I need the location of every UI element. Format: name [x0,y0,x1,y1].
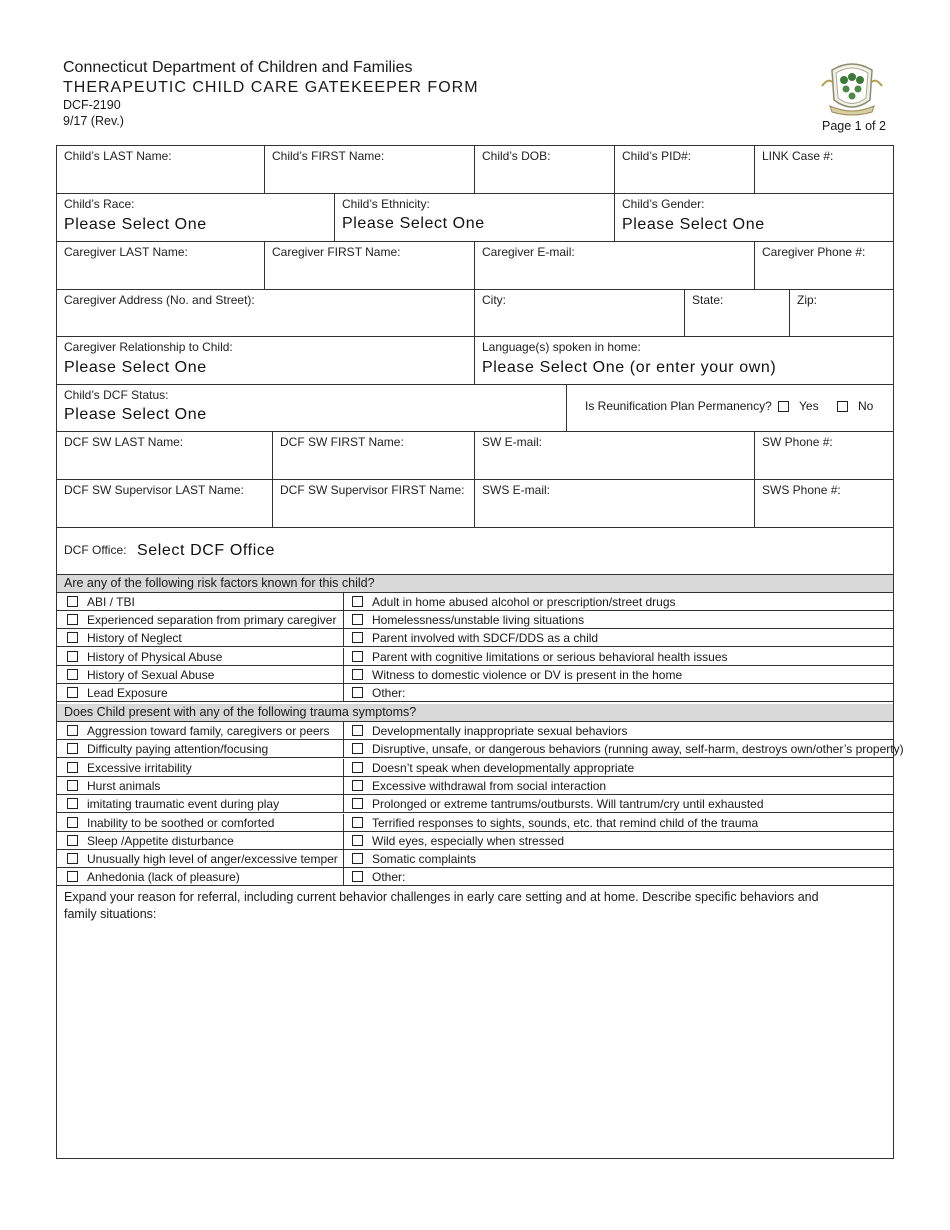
child-id-row [57,146,893,194]
caregiver-address-row [57,290,893,337]
trauma-checkbox[interactable] [67,725,78,736]
risk-factors-heading: Are any of the following risk factors known for this child? [57,575,893,593]
trauma-checkbox[interactable] [67,817,78,828]
trauma-item-label: Somatic complaints [372,852,477,867]
trauma-item-label: Prolonged or extreme tantrums/outbursts. Will tantrum/cry until exhausted [372,797,764,812]
sw-email-field[interactable]: SW E-mail: [475,432,755,479]
risk-item-label: ABI / TBI [87,595,135,609]
trauma-checklist-row [57,850,893,868]
trauma-checklist-row [57,759,893,777]
trauma-checkbox[interactable] [352,780,363,791]
risk-item[interactable] [57,684,344,701]
trauma-item-label: Aggression toward family, caregivers or peers [87,724,330,738]
sw-last-name-field[interactable]: DCF SW LAST Name: [57,432,273,479]
form-revision: 9/17 (Rev.) [63,113,124,128]
reunification-yes-checkbox[interactable] [778,401,789,412]
trauma-checklist-row [57,832,893,850]
trauma-item-label: Other: [372,870,406,885]
risk-item-label: Witness to domestic violence or DV is present in the home [372,667,683,682]
trauma-item-label: Terrified responses to sights, sounds, etc. that remind child of the trauma [372,815,759,830]
zip-field[interactable]: Zip: [797,293,818,307]
dcf-status-row [57,385,893,432]
caregiver-name-row [57,242,893,290]
trauma-checkbox[interactable] [67,743,78,754]
trauma-item-label: Difficulty paying attention/focusing [87,742,269,757]
risk-checkbox[interactable] [67,651,78,662]
caregiver-first-name-field[interactable]: Caregiver FIRST Name: [265,242,475,289]
sup-last-name-field[interactable]: DCF SW Supervisor LAST Name: [57,480,273,527]
risk-item[interactable] [344,611,893,628]
trauma-checklist-row [57,740,904,758]
trauma-item-label: Hurst animals [87,778,161,793]
agency-name: Connecticut Department of Children and Families [63,59,413,76]
risk-item-label: Homelessness/unstable living situations [372,613,585,628]
caregiver-relationship-select[interactable]: Caregiver Relationship to Child: Please Select One [57,337,475,384]
trauma-item[interactable] [344,759,893,776]
risk-item[interactable] [57,666,344,683]
trauma-checklist-row [57,814,893,832]
risk-item[interactable] [57,629,344,646]
risk-checkbox[interactable] [352,669,363,680]
trauma-checkbox[interactable] [67,853,78,864]
trauma-symptoms-heading: Does Child present with any of the following trauma symptoms? [57,704,893,722]
dcf-office-row [57,528,893,575]
form-number: DCF-2190 [63,98,121,112]
child-gender-select[interactable]: Child’s Gender: Please Select One [622,197,765,233]
child-dob-field[interactable]: Child’s DOB: [475,146,615,193]
reunification-no-checkbox[interactable] [837,401,848,412]
risk-checklist-row [57,684,893,702]
trauma-checkbox[interactable] [352,835,363,846]
sws-email-field[interactable]: SWS E-mail: [475,480,755,527]
risk-item[interactable] [344,666,893,683]
child-last-name-field[interactable]: Child’s LAST Name: [57,146,265,193]
risk-item-label: Experienced separation from primary caregiver [87,613,337,628]
trauma-item-label: Excessive withdrawal from social interaction [372,778,607,793]
trauma-item-label: Excessive irritability [87,760,192,775]
trauma-item[interactable] [57,850,344,867]
risk-checkbox[interactable] [352,614,363,625]
sup-first-name-field[interactable]: DCF SW Supervisor FIRST Name: [273,480,475,527]
caregiver-last-name-field[interactable]: Caregiver LAST Name: [57,242,265,289]
risk-item-label: Lead Exposure [87,686,168,700]
risk-checkbox[interactable] [67,669,78,680]
caregiver-address-field[interactable]: Caregiver Address (No. and Street): [57,290,475,336]
trauma-checkbox[interactable] [352,743,363,754]
sws-phone-field[interactable]: SWS Phone #: [762,483,841,497]
trauma-checklist-row [57,722,893,740]
risk-checkbox[interactable] [352,687,363,698]
trauma-item-label: Doesn’t speak when developmentally appropriate [372,760,635,775]
trauma-item[interactable] [344,722,893,739]
trauma-checkbox[interactable] [352,817,363,828]
risk-item-label: Other: [372,686,406,700]
trauma-item-label: Sleep /Appetite disturbance [87,833,234,848]
trauma-checkbox[interactable] [352,853,363,864]
language-select[interactable]: Language(s) spoken in home: Please Select One (or enter your own) [482,340,777,376]
risk-item[interactable] [344,684,893,701]
risk-item-label: Adult in home abused alcohol or prescription/street drugs [372,595,676,609]
trauma-item-label: Developmentally inappropriate sexual behaviors [372,724,628,738]
trauma-item[interactable] [344,850,893,867]
trauma-item-label: Wild eyes, especially when stressed [372,833,565,848]
referral-prompt: Expand your reason for referral, including current behavior challenges in early care setting and at home. Describe specific behaviors and family situations: [64,890,819,921]
risk-checkbox[interactable] [67,632,78,643]
trauma-item[interactable] [57,832,344,849]
dcf-office-select[interactable]: DCF Office: Select DCF Office [64,542,275,559]
risk-item-label: Parent involved with SDCF/DDS as a child [372,631,599,646]
trauma-checklist-row [57,795,893,813]
trauma-item[interactable] [57,759,344,776]
child-pid-field[interactable]: Child’s PID#: [615,146,755,193]
trauma-checklist-row [57,777,893,795]
page-number: Page 1 of 2 [822,119,886,133]
reunification-yes-label: Yes [799,399,819,413]
form-header [63,58,479,129]
risk-checkbox[interactable] [352,632,363,643]
risk-checkbox[interactable] [352,596,363,607]
trauma-item[interactable] [344,832,893,849]
trauma-checkbox[interactable] [67,780,78,791]
dcf-status-select[interactable]: Child’s DCF Status: Please Select One [57,385,567,431]
risk-item-label: History of Physical Abuse [87,649,223,664]
trauma-item[interactable] [344,777,893,794]
city-field[interactable]: City: [475,290,685,336]
risk-checkbox[interactable] [67,596,78,607]
risk-checkbox[interactable] [67,614,78,625]
risk-item[interactable] [57,593,344,610]
trauma-checkbox[interactable] [352,725,363,736]
risk-checklist-row [57,629,893,647]
trauma-checkbox[interactable] [67,762,78,773]
trauma-item[interactable] [57,814,344,831]
child-ethnicity-select[interactable]: Child’s Ethnicity: Please Select One [335,194,615,241]
state-seal-icon [818,56,886,118]
trauma-checkbox[interactable] [67,871,78,882]
link-case-field[interactable]: LINK Case #: [762,149,834,163]
supervisor-row [57,480,893,528]
reunification-no-label: No [858,399,874,413]
trauma-checkbox[interactable] [67,835,78,846]
form-title: THERAPEUTIC CHILD CARE GATEKEEPER FORM [63,79,479,96]
trauma-item-label: Unusually high level of anger/excessive temper [87,852,338,867]
reunification-group [567,385,893,431]
child-race-select[interactable]: Child’s Race: Please Select One [57,194,335,241]
trauma-item[interactable] [57,868,344,885]
trauma-checkbox[interactable] [352,762,363,773]
risk-item[interactable] [344,593,893,610]
trauma-item[interactable] [344,868,893,885]
risk-checklist-row [57,648,893,666]
trauma-item[interactable] [57,777,344,794]
caregiver-phone-field[interactable]: Caregiver Phone #: [762,245,866,259]
trauma-item[interactable] [344,814,893,831]
trauma-item[interactable] [344,740,904,757]
sw-phone-field[interactable]: SW Phone #: [762,435,833,449]
risk-item[interactable] [344,648,893,665]
risk-item[interactable] [57,648,344,665]
trauma-checklist-row [57,868,893,886]
trauma-checkbox[interactable] [352,871,363,882]
social-worker-row [57,432,893,480]
risk-checklist-row [57,611,893,629]
risk-checkbox[interactable] [67,687,78,698]
reunification-label: Is Reunification Plan Permanency? [585,399,772,413]
trauma-item[interactable] [57,722,344,739]
risk-item[interactable] [57,611,344,628]
sw-first-name-field[interactable]: DCF SW FIRST Name: [273,432,475,479]
referral-reason-textarea[interactable] [57,887,893,1158]
caregiver-email-field[interactable]: Caregiver E-mail: [475,242,755,289]
relationship-row [57,337,893,385]
risk-item-label: Parent with cognitive limitations or serious behavioral health issues [372,649,728,664]
risk-checklist-row [57,666,893,684]
risk-checkbox[interactable] [352,651,363,662]
trauma-checkbox[interactable] [67,798,78,809]
trauma-item-label: Inability to be soothed or comforted [87,815,275,830]
trauma-item-label: Disruptive, unsafe, or dangerous behaviors (running away, self-harm, destroys own/other’s property) [372,742,904,757]
trauma-item-label: imitating traumatic event during play [87,797,280,812]
child-demographics-row [57,194,893,242]
form-body [56,145,904,1159]
trauma-item-label: Anhedonia (lack of pleasure) [87,870,240,885]
trauma-item[interactable] [57,740,344,757]
risk-item-label: History of Neglect [87,631,182,646]
risk-checklist-row [57,593,893,611]
trauma-item[interactable] [344,795,893,812]
risk-item-label: History of Sexual Abuse [87,667,215,682]
trauma-item[interactable] [57,795,344,812]
state-field[interactable]: State: [685,290,790,336]
child-first-name-field[interactable]: Child’s FIRST Name: [265,146,475,193]
trauma-checkbox[interactable] [352,798,363,809]
risk-item[interactable] [344,629,893,646]
